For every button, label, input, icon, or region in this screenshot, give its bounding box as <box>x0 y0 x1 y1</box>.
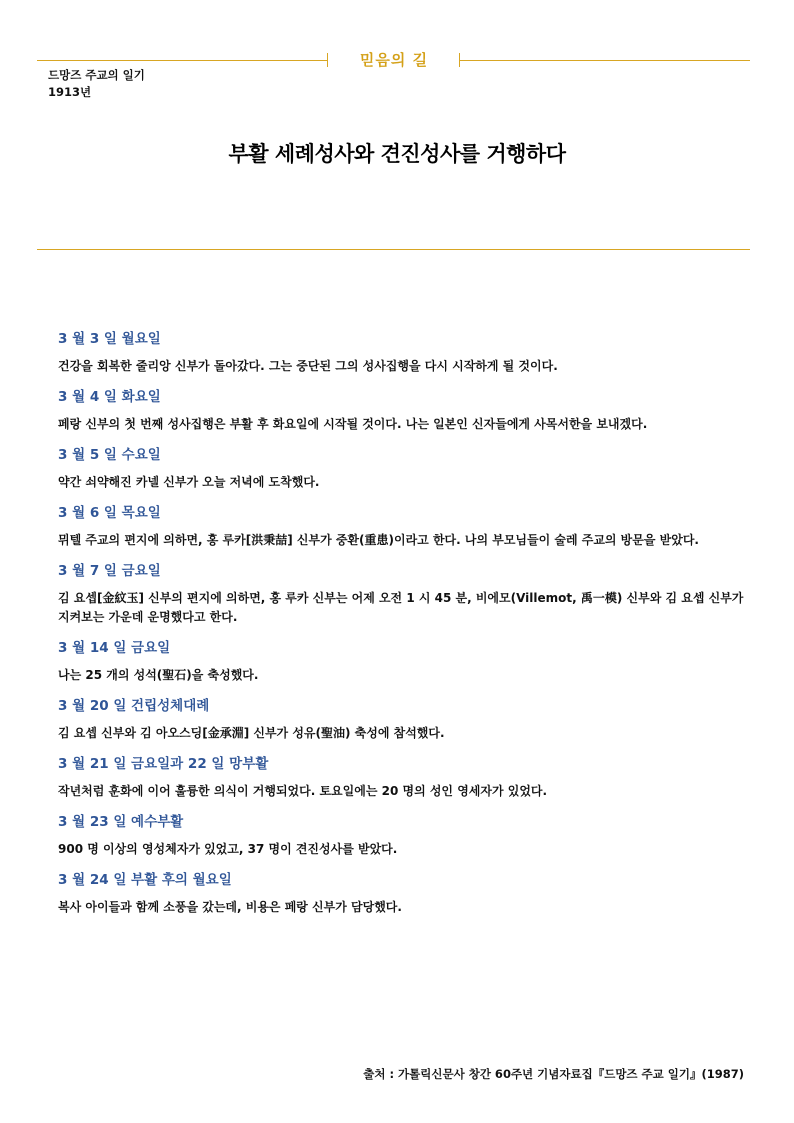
diary-entry <box>58 329 748 376</box>
title-divider <box>37 249 750 250</box>
entry-text: 900 명 이상의 영성체자가 있었고, 37 명이 견진성사를 받았다. <box>58 842 398 856</box>
diary-entry <box>58 445 748 492</box>
diary-entry <box>58 870 748 917</box>
page-title: 부활 세례성사와 견진성사를 거행하다 <box>228 142 566 166</box>
source-year: 1913년 <box>48 85 92 99</box>
entry-text: 약간 쇠약해진 카넬 신부가 오늘 저녁에 도착했다. <box>58 475 320 489</box>
diary-entry <box>58 812 748 859</box>
entry-date: 3 월 7 일 금요일 <box>58 563 161 579</box>
document-source <box>48 67 145 101</box>
entry-text: 김 요셉[金紋玉] 신부의 편지에 의하면, 홍 루카 신부는 어제 오전 1 시 45 분, 비에모(Villemot, 禹一模) 신부와 김 요셉 신부가 지켜보는 가운데 운명했다고 한다. <box>58 591 744 624</box>
series-title: 믿음의 길 <box>359 51 429 69</box>
diary-entry <box>58 503 748 550</box>
entry-date: 3 월 24 일 부활 후의 월요일 <box>58 872 232 888</box>
entry-date: 3 월 20 일 건립성체대례 <box>58 698 210 714</box>
source-title: 드망즈 주교의 일기 <box>48 68 145 82</box>
entry-date: 3 월 21 일 금요일과 22 일 망부활 <box>58 756 269 772</box>
entry-date: 3 월 4 일 화요일 <box>58 389 161 405</box>
header-rule-right <box>459 60 750 61</box>
entry-date: 3 월 6 일 목요일 <box>58 505 161 521</box>
entry-text: 건강을 회복한 줄리앙 신부가 돌아갔다. 그는 중단된 그의 성사집행을 다시 시작하게 될 것이다. <box>58 359 558 373</box>
entry-date: 3 월 5 일 수요일 <box>58 447 161 463</box>
entry-text: 나는 25 개의 성석(聖石)을 축성했다. <box>58 668 259 682</box>
footer-source: 출처 : 가톨릭신문사 창간 60주년 기념자료집『드망즈 주교 일기』(1987) <box>363 1067 744 1081</box>
entry-date: 3 월 3 일 월요일 <box>58 331 161 347</box>
diary-entries <box>58 329 748 928</box>
entry-date: 3 월 14 일 금요일 <box>58 640 171 656</box>
diary-entry <box>58 696 748 743</box>
diary-entry <box>58 387 748 434</box>
header-rule-left-tick <box>327 53 328 67</box>
entry-text: 뮈텔 주교의 편지에 의하면, 홍 루카[洪秉喆] 신부가 중환(重患)이라고 한다. 나의 부모님들이 술레 주교의 방문을 받았다. <box>58 533 699 547</box>
entry-text: 김 요셉 신부와 김 아오스딩[金承淵] 신부가 성유(聖油) 축성에 참석했다. <box>58 726 445 740</box>
diary-entry <box>58 638 748 685</box>
diary-entry <box>58 561 748 627</box>
header-rule-left <box>37 60 327 61</box>
entry-text: 작년처럼 훈화에 이어 훌륭한 의식이 거행되었다. 토요일에는 20 명의 성인 영세자가 있었다. <box>58 784 548 798</box>
entry-text: 복사 아이들과 함께 소풍을 갔는데, 비용은 페랑 신부가 담당했다. <box>58 900 402 914</box>
entry-text: 페랑 신부의 첫 번째 성사집행은 부활 후 화요일에 시작될 것이다. 나는 일본인 신자들에게 사목서한을 보내겠다. <box>58 417 648 431</box>
entry-date: 3 월 23 일 예수부활 <box>58 814 184 830</box>
diary-entry <box>58 754 748 801</box>
